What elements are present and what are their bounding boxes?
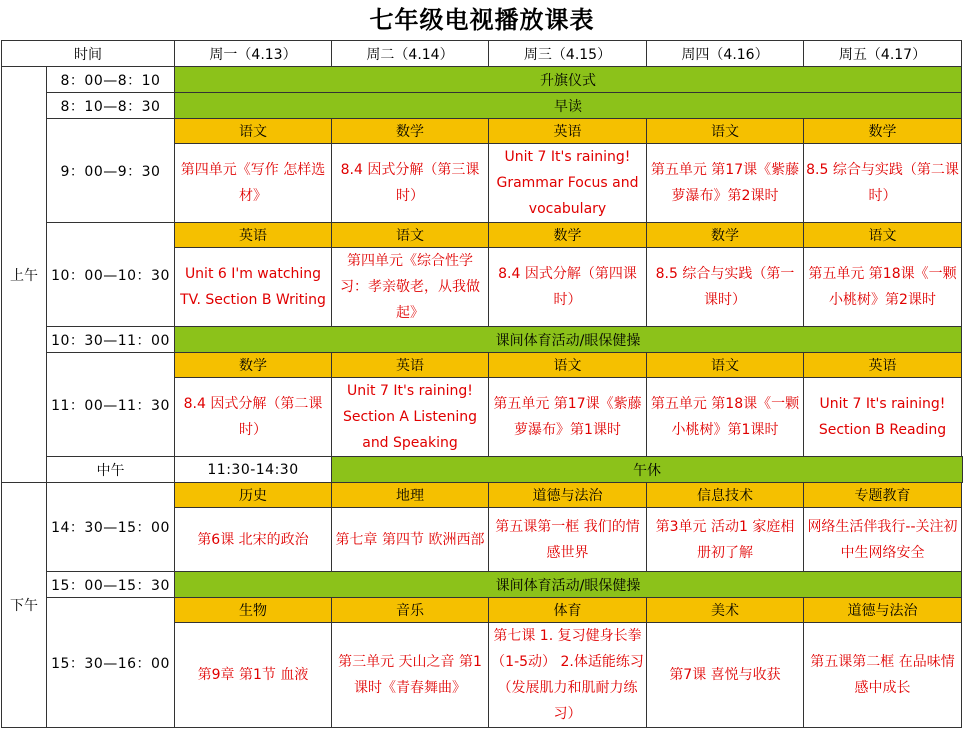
subject-cell: 语文 xyxy=(175,119,332,144)
subject-cell: 语文 xyxy=(804,223,962,248)
time-cell: 9：00—9：30 xyxy=(47,119,175,223)
subject-cell: 英语 xyxy=(489,119,647,144)
time-cell: 10：30—11：00 xyxy=(47,327,175,353)
subject-cell: 英语 xyxy=(804,353,962,378)
subject-cell: 语文 xyxy=(647,353,804,378)
subject-cell: 数学 xyxy=(332,119,489,144)
subject-cell: 道德与法治 xyxy=(804,598,962,623)
topic-cell: 8.4 因式分解（第四课时） xyxy=(489,248,647,327)
topic-cell: 第7课 喜悦与收获 xyxy=(647,623,804,728)
event-flag-ceremony: 升旗仪式 xyxy=(175,67,962,93)
topic-cell: 第五单元 第18课《一颗小桃树》第2课时 xyxy=(804,248,962,327)
subject-cell: 语文 xyxy=(332,223,489,248)
subject-cell: 生物 xyxy=(175,598,332,623)
header-row xyxy=(2,41,963,67)
subject-cell: 数学 xyxy=(647,223,804,248)
subject-row xyxy=(2,483,963,508)
topic-cell: 第五单元 第17课《紫藤萝瀑布》第2课时 xyxy=(647,144,804,223)
header-day-mon: 周一（4.13） xyxy=(175,41,332,67)
subject-cell: 数学 xyxy=(489,223,647,248)
topic-cell: 第五课第二框 在品味情感中成长 xyxy=(804,623,962,728)
header-day-thu: 周四（4.16） xyxy=(647,41,804,67)
topic-cell: 第七课 1. 复习健身长拳（1-5动） 2.体适能练习（发展肌力和肌耐力练习） xyxy=(489,623,647,728)
subject-cell: 专题教育 xyxy=(804,483,962,508)
subject-cell: 道德与法治 xyxy=(489,483,647,508)
subject-row xyxy=(2,598,963,623)
topic-cell: 第五单元 第17课《紫藤萝瀑布》第1课时 xyxy=(489,378,647,457)
subject-cell: 数学 xyxy=(175,353,332,378)
topic-cell: Unit 7 It's raining! Section B Reading xyxy=(804,378,962,457)
topic-cell: 第3单元 活动1 家庭相册初了解 xyxy=(647,508,804,572)
subject-cell: 信息技术 xyxy=(647,483,804,508)
event-morning-reading: 早读 xyxy=(175,93,962,119)
topic-cell: 第五课第一框 我们的情感世界 xyxy=(489,508,647,572)
subject-cell: 语文 xyxy=(647,119,804,144)
row-reading xyxy=(2,93,963,119)
topic-cell: 第9章 第1节 血液 xyxy=(175,623,332,728)
topic-cell: 第四单元《综合性学习：孝亲敬老，从我做起》 xyxy=(332,248,489,327)
event-break: 课间体育活动/眼保健操 xyxy=(175,327,962,353)
time-cell: 11：00—11：30 xyxy=(47,353,175,457)
time-cell: 14：30—15：00 xyxy=(47,483,175,572)
topic-cell: Unit 7 It's raining! Section A Listening and Speaking xyxy=(332,378,489,457)
header-day-tue: 周二（4.14） xyxy=(332,41,489,67)
subject-cell: 美术 xyxy=(647,598,804,623)
time-cell: 8：00—8：10 xyxy=(47,67,175,93)
subject-cell: 英语 xyxy=(175,223,332,248)
row-lunch xyxy=(2,457,963,483)
topic-cell: Unit 7 It's raining! Grammar Focus and vocabulary xyxy=(489,144,647,223)
subject-cell: 数学 xyxy=(804,119,962,144)
period-morning: 上午 xyxy=(2,67,47,483)
subject-cell: 地理 xyxy=(332,483,489,508)
subject-cell: 音乐 xyxy=(332,598,489,623)
subject-cell: 语文 xyxy=(489,353,647,378)
topic-cell: 网络生活伴我行--关注初中生网络安全 xyxy=(804,508,962,572)
topic-cell: 8.5 综合与实践（第二课时） xyxy=(804,144,962,223)
row-break-1 xyxy=(2,327,963,353)
subject-row xyxy=(2,353,963,378)
topic-cell: 第五单元 第18课《一颗小桃树》第1课时 xyxy=(647,378,804,457)
schedule-table xyxy=(1,40,963,728)
topic-cell: 8.4 因式分解（第二课时） xyxy=(175,378,332,457)
row-flag xyxy=(2,67,963,93)
topic-cell: 第四单元《写作 怎样选材》 xyxy=(175,144,332,223)
topic-cell: 第七章 第四节 欧洲西部 xyxy=(332,508,489,572)
topic-cell: Unit 6 I'm watching TV. Section B Writing xyxy=(175,248,332,327)
event-break: 课间体育活动/眼保健操 xyxy=(175,572,962,598)
period-noon: 中午 xyxy=(47,457,175,483)
subject-cell: 英语 xyxy=(332,353,489,378)
header-day-wed: 周三（4.15） xyxy=(489,41,647,67)
subject-cell: 历史 xyxy=(175,483,332,508)
time-cell: 8：10—8：30 xyxy=(47,93,175,119)
topic-cell: 8.5 综合与实践（第一课时） xyxy=(647,248,804,327)
topic-cell: 第6课 北宋的政治 xyxy=(175,508,332,572)
time-cell: 11:30-14:30 xyxy=(175,457,332,483)
subject-cell: 体育 xyxy=(489,598,647,623)
page-title: 七年级电视播放课表 xyxy=(369,6,595,34)
period-afternoon: 下午 xyxy=(2,483,47,728)
row-break-2 xyxy=(2,572,963,598)
topic-cell: 8.4 因式分解（第三课时） xyxy=(332,144,489,223)
time-cell: 15：30—16：00 xyxy=(47,598,175,728)
subject-row xyxy=(2,223,963,248)
time-cell: 10：00—10：30 xyxy=(47,223,175,327)
time-cell: 15：00—15：30 xyxy=(47,572,175,598)
header-time: 时间 xyxy=(2,41,175,67)
event-lunch: 午休 xyxy=(332,457,963,483)
subject-row xyxy=(2,119,963,144)
header-day-fri: 周五（4.17） xyxy=(804,41,962,67)
topic-cell: 第三单元 天山之音 第1课时《青春舞曲》 xyxy=(332,623,489,728)
